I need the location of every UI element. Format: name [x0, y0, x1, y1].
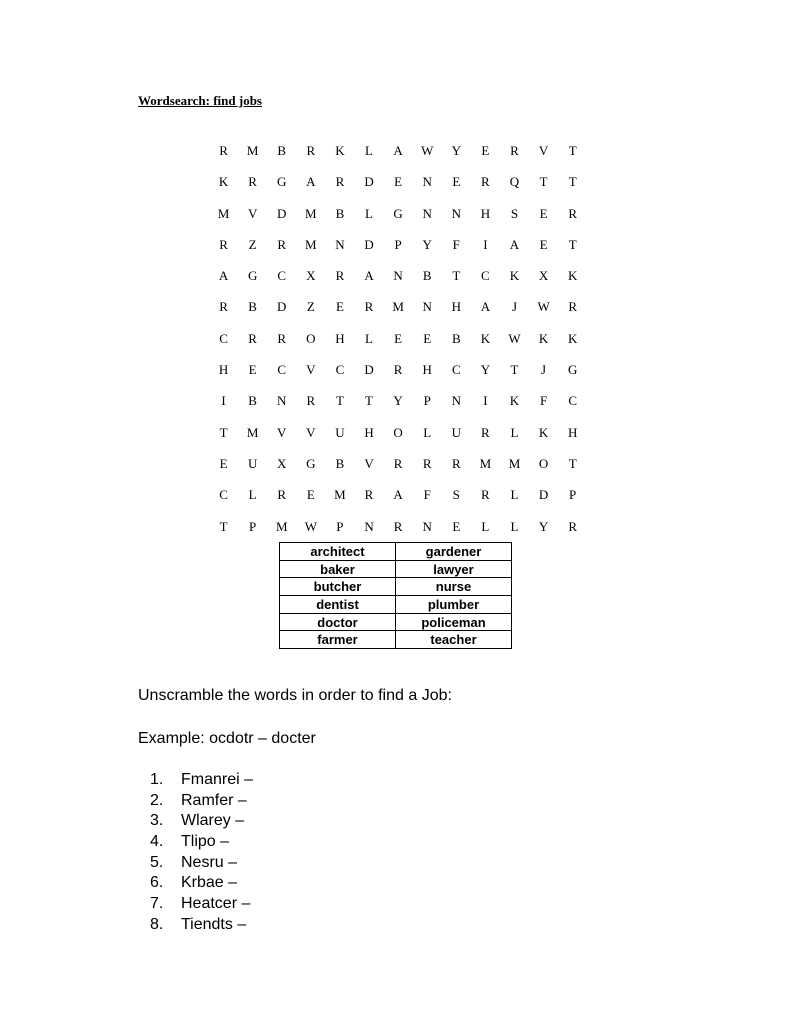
- word-list-item: plumber: [396, 596, 512, 614]
- grid-letter: D: [538, 487, 549, 503]
- grid-letter: G: [306, 455, 316, 471]
- word-list-row: [280, 613, 512, 631]
- grid-letter: C: [568, 393, 577, 409]
- grid-letter: L: [365, 205, 373, 221]
- page-title: Wordsearch: find jobs: [138, 93, 262, 108]
- grid-letter: H: [364, 424, 374, 440]
- grid-letter: C: [219, 330, 228, 346]
- grid-letter: H: [451, 299, 461, 315]
- grid-letter: N: [422, 174, 432, 190]
- grid-letter: R: [510, 143, 519, 158]
- grid-letter: K: [509, 393, 520, 409]
- grid-letter: D: [364, 174, 374, 190]
- list-item: [150, 832, 253, 853]
- grid-letter: K: [480, 330, 491, 346]
- grid-letter: E: [539, 205, 548, 221]
- grid-letter: C: [451, 362, 461, 378]
- grid-letter: D: [364, 362, 374, 378]
- grid-letter: R: [306, 393, 316, 409]
- grid-letter: Y: [538, 518, 549, 534]
- grid-letter: L: [365, 330, 373, 346]
- grid-letter: A: [509, 236, 520, 252]
- grid-letter: R: [451, 455, 461, 471]
- grid-letter: T: [539, 174, 548, 190]
- grid-letter: Z: [248, 236, 257, 252]
- grid-letter: Y: [422, 236, 432, 252]
- word-list-row: [280, 578, 512, 596]
- grid-letter: M: [246, 424, 259, 440]
- grid-letter: A: [480, 299, 491, 315]
- grid-letter: B: [248, 393, 257, 409]
- grid-letter: U: [451, 424, 461, 440]
- grid-letter: R: [277, 330, 287, 346]
- grid-letter: D: [277, 299, 287, 315]
- grid-letter: O: [393, 424, 403, 440]
- grid-letter: A: [218, 268, 229, 284]
- grid-letter: R: [568, 205, 577, 221]
- grid-letter: B: [422, 268, 432, 284]
- grid-letter: R: [306, 143, 316, 158]
- scrambled-word: Fmanrei –: [181, 771, 254, 788]
- list-item-number: 2.: [150, 791, 164, 809]
- grid-letter: P: [569, 487, 577, 503]
- grid-letter: T: [568, 455, 577, 471]
- grid-letter: V: [538, 143, 549, 158]
- grid-letter: C: [277, 268, 287, 284]
- grid-letter: M: [275, 518, 288, 534]
- grid-letter: M: [305, 236, 317, 252]
- grid-letter: M: [508, 455, 521, 471]
- grid-letter: N: [364, 518, 374, 534]
- grid-letter: U: [335, 424, 345, 440]
- grid-letter: V: [277, 424, 287, 440]
- grid-letter: R: [481, 174, 490, 190]
- grid-letter: M: [217, 205, 230, 221]
- grid-letter: C: [219, 487, 228, 503]
- grid-letter: E: [394, 330, 403, 346]
- unscramble-instruction: Unscramble the words in order to find a Job:: [138, 687, 452, 704]
- grid-letter: V: [306, 424, 316, 440]
- list-item: [150, 894, 253, 915]
- grid-letter: C: [335, 362, 345, 378]
- grid-letter: L: [365, 143, 373, 158]
- grid-letter: C: [481, 268, 490, 284]
- grid-letter: D: [364, 236, 374, 252]
- word-list-item: lawyer: [396, 560, 512, 578]
- list-item: [150, 915, 253, 936]
- grid-letter: T: [365, 393, 373, 409]
- grid-letter: R: [219, 143, 228, 158]
- grid-letter: L: [510, 487, 519, 503]
- grid-letter: E: [452, 518, 461, 534]
- list-item: [150, 853, 253, 874]
- grid-letter: E: [335, 299, 344, 315]
- grid-letter: M: [334, 487, 346, 503]
- grid-letter: E: [481, 143, 490, 158]
- list-item: [150, 873, 253, 894]
- grid-letter: I: [483, 236, 488, 252]
- grid-letter: X: [538, 268, 549, 284]
- grid-letter: H: [218, 362, 229, 378]
- grid-letter: F: [452, 236, 460, 252]
- grid-letter: W: [304, 518, 317, 534]
- grid-letter: U: [247, 455, 258, 471]
- grid-letter: E: [219, 455, 228, 471]
- grid-letter: N: [335, 236, 345, 252]
- grid-letter: H: [567, 424, 578, 440]
- grid-letter: F: [539, 393, 548, 409]
- grid-letter: T: [568, 174, 577, 190]
- list-item: [150, 770, 253, 791]
- grid-letter: A: [393, 487, 403, 503]
- grid-letter: O: [306, 330, 316, 346]
- grid-letter: W: [537, 299, 550, 315]
- word-list-item: policeman: [396, 613, 512, 631]
- grid-letter: I: [483, 393, 488, 409]
- grid-letter: S: [452, 487, 460, 503]
- scrambled-word: Nesru –: [181, 853, 238, 871]
- grid-letter: K: [335, 143, 345, 158]
- grid-letter: W: [421, 143, 434, 158]
- grid-letter: R: [335, 268, 345, 284]
- grid-letter: T: [335, 393, 344, 409]
- grid-letter: Q: [509, 174, 520, 190]
- grid-letter: Z: [306, 299, 315, 315]
- grid-letter: N: [422, 518, 432, 534]
- grid-letter: K: [509, 268, 520, 284]
- grid-letter: R: [568, 299, 577, 315]
- grid-letter: T: [452, 268, 461, 284]
- grid-letter: M: [246, 143, 259, 158]
- word-list-row: [280, 631, 512, 649]
- scrambled-word: Wlarey –: [181, 812, 245, 830]
- grid-letter: B: [277, 143, 287, 158]
- grid-letter: O: [538, 455, 549, 471]
- scrambled-words-list: [150, 770, 253, 936]
- word-list-item: butcher: [280, 578, 396, 596]
- grid-letter: R: [277, 236, 287, 252]
- word-list-item: nurse: [396, 578, 512, 596]
- grid-letter: B: [335, 455, 345, 471]
- grid-letter: Y: [480, 362, 491, 378]
- grid-letter: R: [364, 487, 374, 503]
- grid-letter: I: [221, 393, 226, 409]
- grid-letter: A: [393, 143, 403, 158]
- word-list-item: farmer: [280, 631, 396, 649]
- word-list-item: architect: [280, 543, 396, 561]
- grid-letter: R: [568, 518, 577, 534]
- grid-letter: H: [480, 205, 491, 221]
- grid-letter: L: [510, 518, 519, 534]
- grid-letter: S: [510, 205, 519, 221]
- grid-letter: R: [481, 487, 490, 503]
- word-list-row: [280, 543, 512, 561]
- grid-letter: T: [568, 143, 577, 158]
- grid-letter: E: [423, 330, 432, 346]
- grid-letter: G: [277, 174, 287, 190]
- grid-letter: L: [481, 518, 490, 534]
- grid-letter: N: [393, 268, 403, 284]
- grid-letter: R: [481, 424, 490, 440]
- grid-letter: M: [305, 205, 317, 221]
- grid-letter: X: [306, 268, 316, 284]
- grid-letter: G: [393, 205, 403, 221]
- grid-letter: R: [393, 518, 403, 534]
- grid-letter: R: [335, 174, 345, 190]
- scrambled-word: Tlipo –: [181, 833, 230, 851]
- grid-letter: H: [422, 362, 432, 378]
- grid-letter: C: [277, 362, 287, 378]
- list-item-number: 4.: [150, 833, 164, 851]
- grid-letter: E: [539, 236, 548, 252]
- list-item-number: 1.: [150, 771, 164, 788]
- grid-letter: T: [219, 424, 228, 440]
- grid-letter: B: [335, 205, 345, 221]
- grid-letter: T: [568, 236, 577, 252]
- grid-letter: V: [247, 205, 258, 221]
- grid-letter: P: [423, 393, 431, 409]
- grid-letter: R: [364, 299, 374, 315]
- grid-letter: A: [364, 268, 374, 284]
- grid-letter: R: [248, 174, 257, 190]
- word-list-item: baker: [280, 560, 396, 578]
- list-item-number: 6.: [150, 874, 164, 892]
- grid-letter: R: [393, 362, 403, 378]
- grid-letter: J: [511, 299, 518, 315]
- list-item: [150, 811, 253, 832]
- grid-letter: B: [451, 330, 461, 346]
- grid-letter: M: [392, 299, 404, 315]
- word-list-row: [280, 596, 512, 614]
- example-line: Example: ocdotr – docter: [138, 730, 316, 747]
- grid-letter: E: [394, 174, 403, 190]
- grid-letter: W: [508, 330, 521, 346]
- grid-letter: B: [248, 299, 257, 315]
- scrambled-word: Heatcer –: [181, 895, 251, 913]
- word-list-item: gardener: [396, 543, 512, 561]
- grid-letter: H: [335, 330, 345, 346]
- grid-letter: R: [393, 455, 403, 471]
- letter-grid: [209, 142, 587, 549]
- grid-letter: N: [451, 205, 461, 221]
- word-list-item: doctor: [280, 613, 396, 631]
- grid-letter: R: [219, 236, 228, 252]
- grid-letter: N: [451, 393, 461, 409]
- grid-letter: G: [567, 362, 578, 378]
- word-list-item: teacher: [396, 631, 512, 649]
- grid-letter: J: [541, 362, 547, 378]
- grid-letter: L: [248, 487, 257, 503]
- grid-letter: E: [452, 174, 461, 190]
- grid-letter: V: [364, 455, 374, 471]
- grid-letter: P: [336, 518, 344, 534]
- grid-letter: N: [422, 205, 432, 221]
- grid-letter: L: [423, 424, 432, 440]
- list-item-number: 3.: [150, 812, 164, 830]
- grid-letter: R: [422, 455, 432, 471]
- grid-letter: K: [538, 330, 549, 346]
- grid-letter: G: [247, 268, 258, 284]
- grid-letter: V: [306, 362, 316, 378]
- grid-letter: F: [423, 487, 431, 503]
- grid-letter: K: [218, 174, 229, 190]
- grid-letter: A: [306, 174, 316, 190]
- grid-letter: X: [277, 455, 287, 471]
- list-item-number: 8.: [150, 915, 164, 933]
- grid-letter: E: [248, 362, 257, 378]
- grid-letter: P: [249, 518, 257, 534]
- scrambled-word: Ramfer –: [181, 791, 247, 809]
- scrambled-word: Tiendts –: [181, 915, 247, 933]
- grid-letter: R: [248, 330, 257, 346]
- grid-letter: N: [422, 299, 432, 315]
- scrambled-word: Krbae –: [181, 874, 238, 892]
- grid-letter: T: [219, 518, 228, 534]
- grid-letter: Y: [451, 143, 461, 158]
- grid-letter: D: [277, 205, 287, 221]
- grid-letter: R: [219, 299, 228, 315]
- grid-letter: T: [510, 362, 519, 378]
- grid-letter: E: [306, 487, 315, 503]
- grid-letter: M: [479, 455, 492, 471]
- word-list-table: [279, 542, 512, 649]
- grid-letter: N: [277, 393, 287, 409]
- grid-letter: K: [567, 268, 578, 284]
- word-list-row: [280, 560, 512, 578]
- word-list-item: dentist: [280, 596, 396, 614]
- list-item-number: 7.: [150, 895, 164, 913]
- grid-letter: K: [538, 424, 549, 440]
- list-item: [150, 791, 253, 812]
- list-item-number: 5.: [150, 853, 164, 871]
- grid-letter: Y: [393, 393, 403, 409]
- grid-letter: L: [510, 424, 519, 440]
- grid-letter: P: [394, 236, 402, 252]
- grid-letter: K: [567, 330, 578, 346]
- grid-letter: R: [277, 487, 287, 503]
